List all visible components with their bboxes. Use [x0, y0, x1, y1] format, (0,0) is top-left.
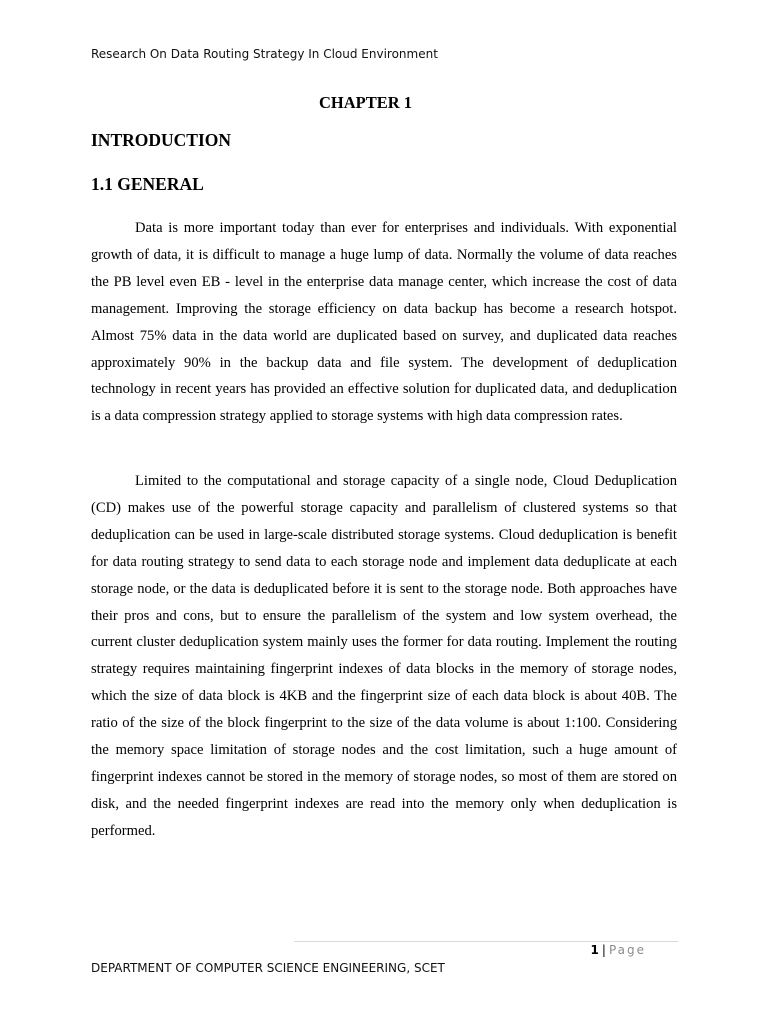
- page-word: Page: [608, 943, 646, 957]
- page-number-separator: |: [601, 943, 606, 957]
- body-paragraph-1: Data is more important today than ever for enterprises and individuals. With exponential growth of data, it is difficult to manage a huge lump of data. Normally the volume of data reaches the PB level even EB - level in the enterprise data manage center, which increase the cost of data management. Improving the storage efficiency on data backup has become a research hotspot. Almost 75% data in the data world are duplicated based on survey, and duplicated data reaches approximately 90% in the backup data and file system. The development of deduplication technology in recent years has provided an effective solution for duplicated data, and deduplication is a data compression strategy applied to storage systems with high data compression rates.: [91, 220, 677, 425]
- running-footer: DEPARTMENT OF COMPUTER SCIENCE ENGINEERING, SCET: [91, 961, 445, 975]
- running-header: Research On Data Routing Strategy In Cloud Environment: [91, 47, 438, 61]
- section-heading: 1.1 GENERAL: [91, 174, 204, 194]
- page-number-value: 1: [590, 943, 599, 957]
- page-number: [591, 943, 646, 957]
- footer-divider: [294, 941, 678, 942]
- body-paragraph-2: Limited to the computational and storage capacity of a single node, Cloud Deduplication (CD) makes use of the powerful storage capacity and parallelism of clustered systems so that deduplication can be used in large-scale distributed storage systems. Cloud deduplication is benefit for data routing strategy to send data to each storage node and implement data deduplicate at each storage node, or the data is deduplicated before it is sent to the storage node. Both approaches have their pros and cons, but to ensure the parallelism of the system and low system overhead, the current cluster deduplication system mainly uses the former for data routing. Implement the routing strategy requires maintaining fingerprint indexes of data blocks in the memory of storage nodes, which the size of data block is 4KB and the fingerprint size of each data block is about 40B. The ratio of the size of the block fingerprint to the size of the data volume is about 1:100. Considering the memory space limitation of storage nodes and the cost limitation, such a huge amount of fingerprint indexes cannot be stored in the memory of storage nodes, so most of them are stored on disk, and the needed fingerprint indexes are read into the memory only when deduplication is performed.: [91, 473, 677, 839]
- chapter-title: INTRODUCTION: [91, 130, 232, 150]
- chapter-label: CHAPTER 1: [318, 93, 413, 112]
